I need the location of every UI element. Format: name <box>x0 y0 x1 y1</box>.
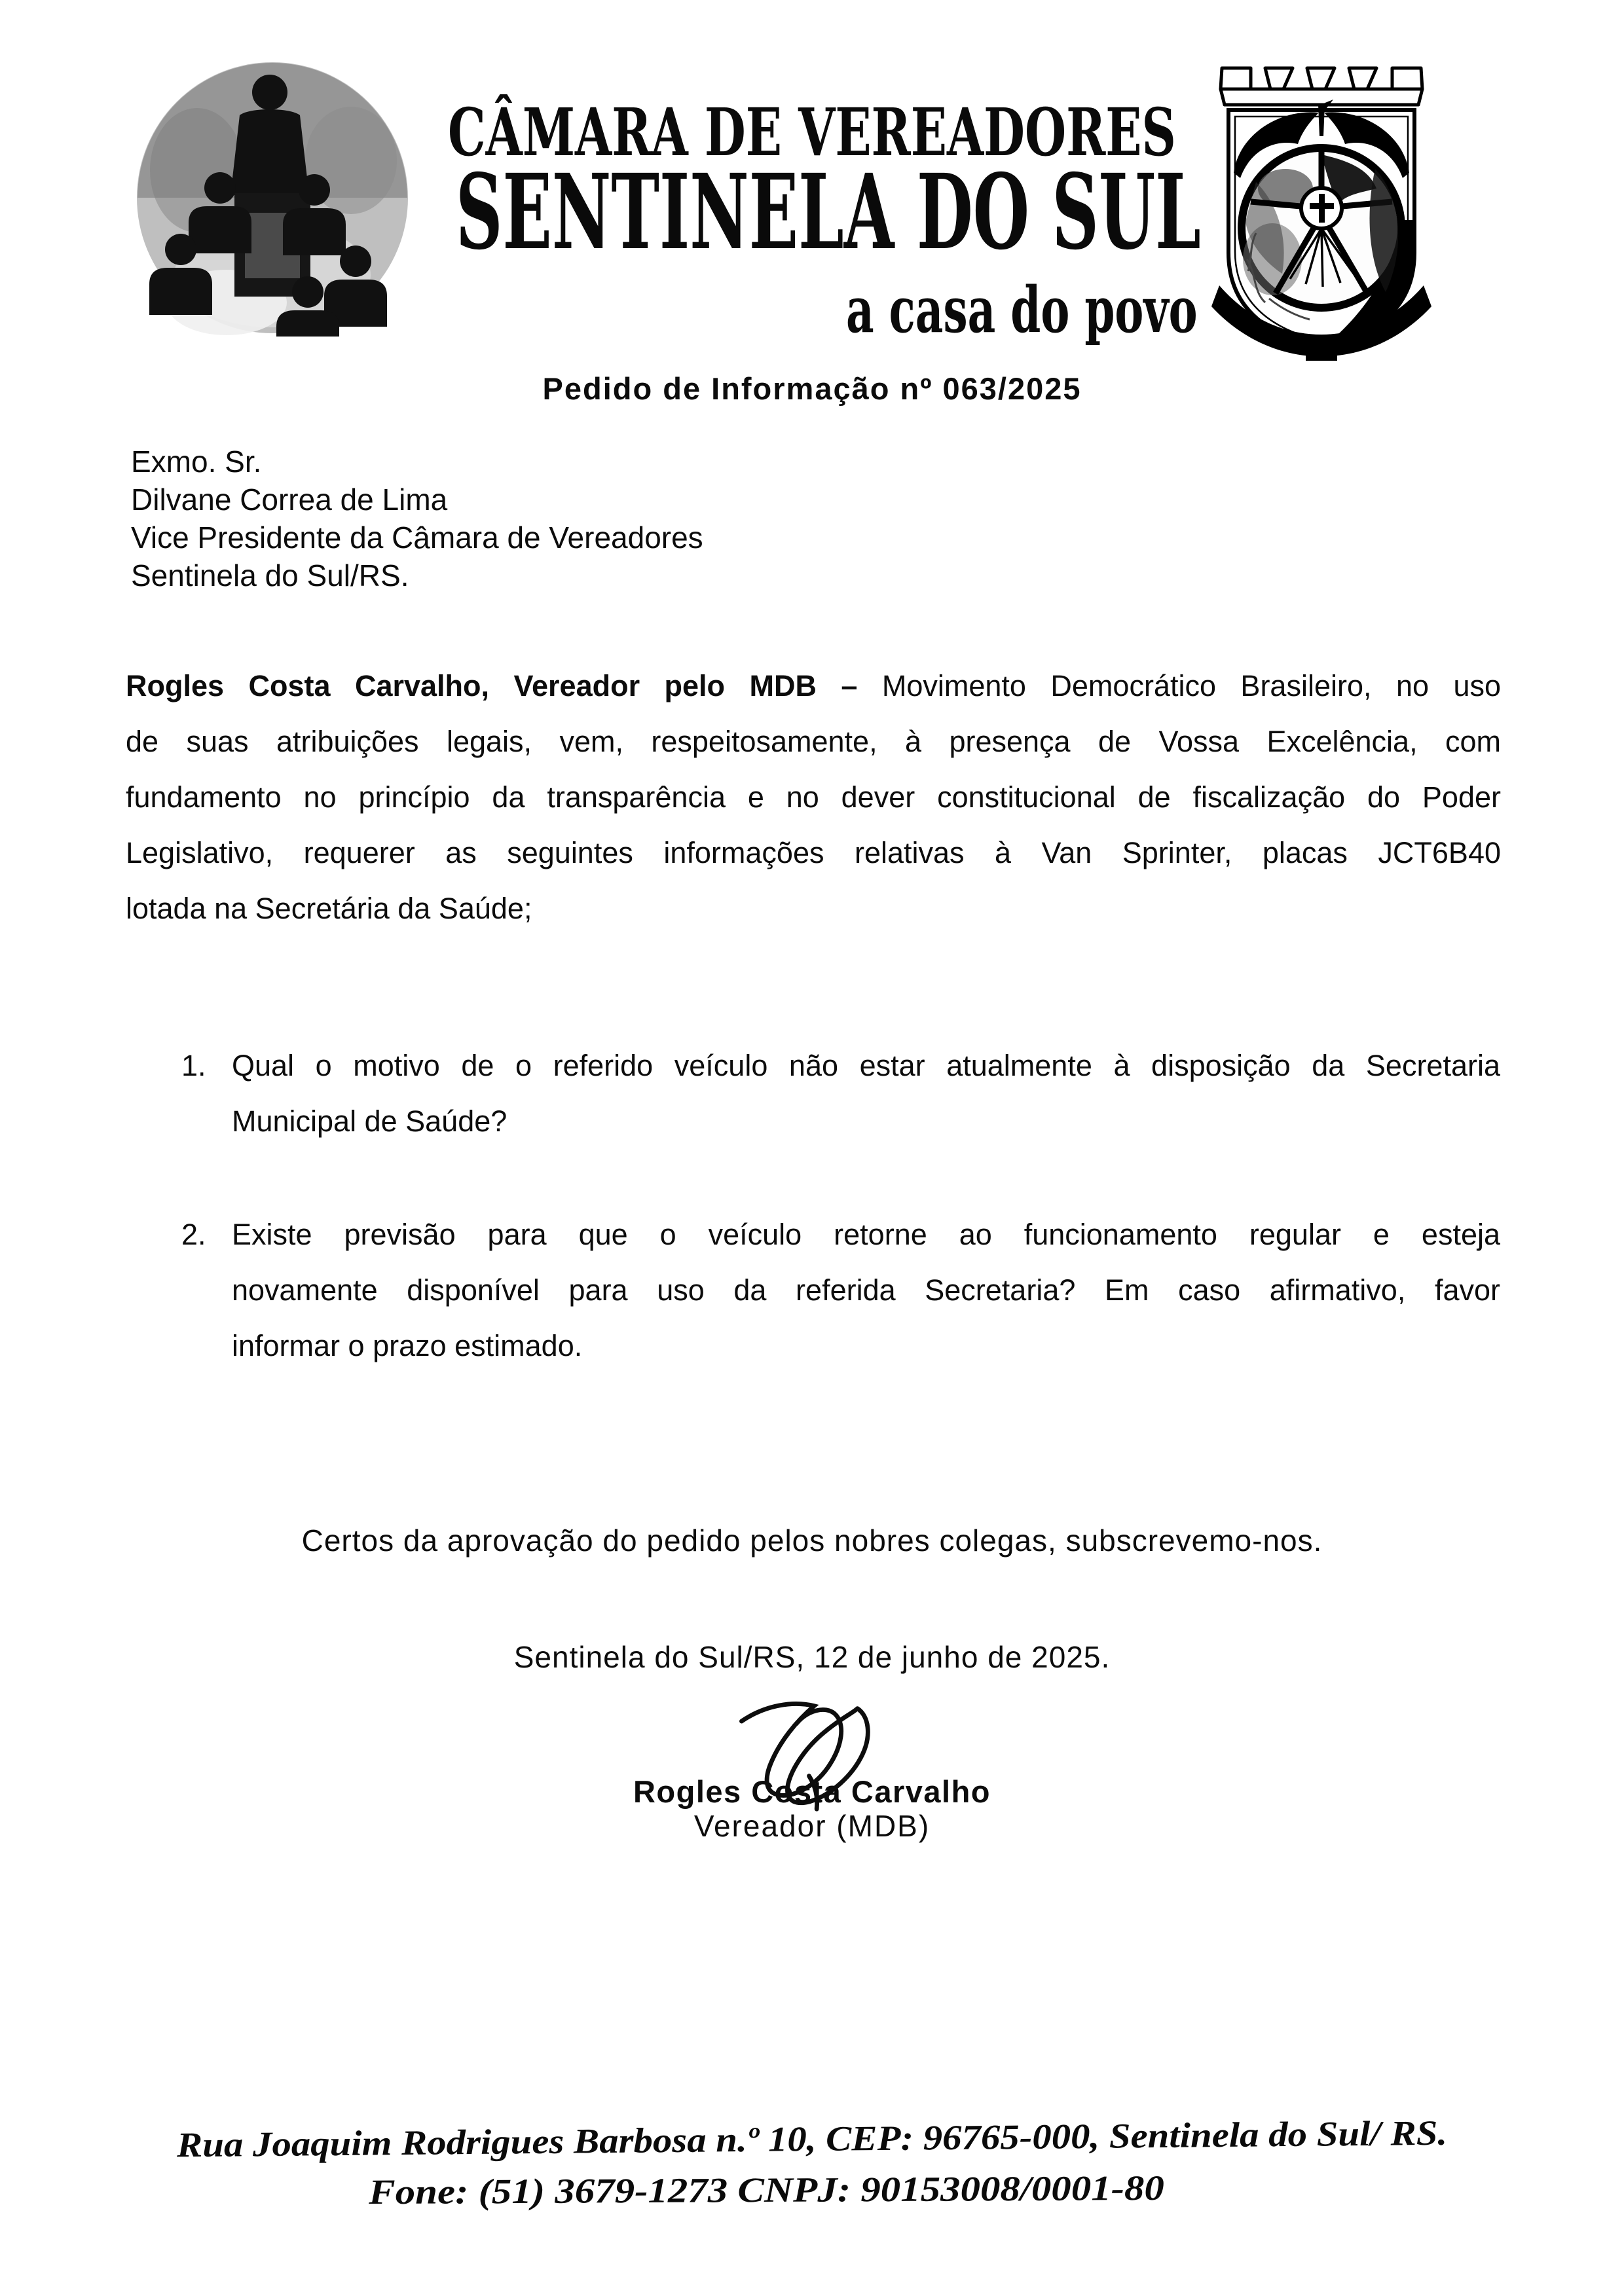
body-paragraph <box>126 658 1501 936</box>
org-name-line1-text: CÂMARA DE VEREADORES <box>448 94 1176 171</box>
item-number: 2. <box>181 1218 206 1251</box>
footer-address-text: Rua Joaquim Rodrigues Barbosa n.º 10, CEP: 96765-000, Sentinela do Sul/ RS. <box>176 2113 1448 2165</box>
item-number: 1. <box>181 1049 206 1082</box>
item-line: Existe previsão para que o veículo retorne ao funcionamento regular e esteja <box>232 1218 1500 1251</box>
recipient-line: Vice Presidente da Câmara de Vereadores <box>131 520 703 555</box>
document-title: Pedido de Informação nº 063/2025 <box>542 371 1082 406</box>
item-line: Municipal de Saúde? <box>232 1104 507 1138</box>
org-tagline-text: a casa do povo <box>846 273 1198 347</box>
signer-name: Rogles Costa Carvalho <box>633 1774 991 1809</box>
recipient-block <box>131 443 703 594</box>
closing-sentence: Certos da aprovação do pedido pelos nobres colegas, subscrevemo-nos. <box>301 1523 1323 1558</box>
org-name-line2-text: SENTINELA DO SUL <box>456 152 1201 273</box>
council-people-logo <box>135 59 410 337</box>
item-line: Qual o motivo de o referido veículo não estar atualmente à disposição da Secretaria <box>232 1049 1500 1082</box>
paragraph-line: Legislativo, requerer as seguintes informações relativas à Van Sprinter, placas JCT6B40 <box>126 836 1501 869</box>
paragraph-line <box>126 658 1501 714</box>
paragraph-line: lotada na Secretária da Saúde; <box>126 892 532 925</box>
signer-role: Vereador (MDB) <box>693 1809 931 1843</box>
item-text <box>232 1207 1500 1374</box>
org-name-line2 <box>456 152 1624 273</box>
municipal-coat-of-arms-logo <box>1210 63 1433 361</box>
footer-contact <box>0 2166 1578 2215</box>
footer-contact-text: Fone: (51) 3679-1273 CNPJ: 90153008/0001-80 <box>368 2168 1164 2212</box>
footer-address <box>0 2111 1624 2167</box>
item-line: novamente disponível para uso da referida Secretaria? Em caso afirmativo, favor <box>232 1273 1500 1307</box>
requester-name-bold: Rogles Costa Carvalho, Vereador pelo MDB – <box>126 669 858 702</box>
paragraph-text: Movimento Democrático Brasileiro, no uso <box>857 669 1501 702</box>
recipient-line: Exmo. Sr. <box>131 445 262 479</box>
request-item-2 <box>181 1207 1500 1374</box>
item-line: informar o prazo estimado. <box>232 1329 583 1362</box>
paragraph-line: fundamento no princípio da transparência e no dever constitucional de fiscalização do Poder <box>126 780 1501 814</box>
recipient-line: Sentinela do Sul/RS. <box>131 558 409 592</box>
item-text <box>232 1038 1500 1149</box>
request-item-1 <box>181 1038 1500 1149</box>
recipient-line: Dilvane Correa de Lima <box>131 483 448 517</box>
paragraph-line: de suas atribuições legais, vem, respeitosamente, à presença de Vossa Excelência, com <box>126 725 1501 758</box>
date-line: Sentinela do Sul/RS, 12 de junho de 2025. <box>513 1640 1111 1674</box>
